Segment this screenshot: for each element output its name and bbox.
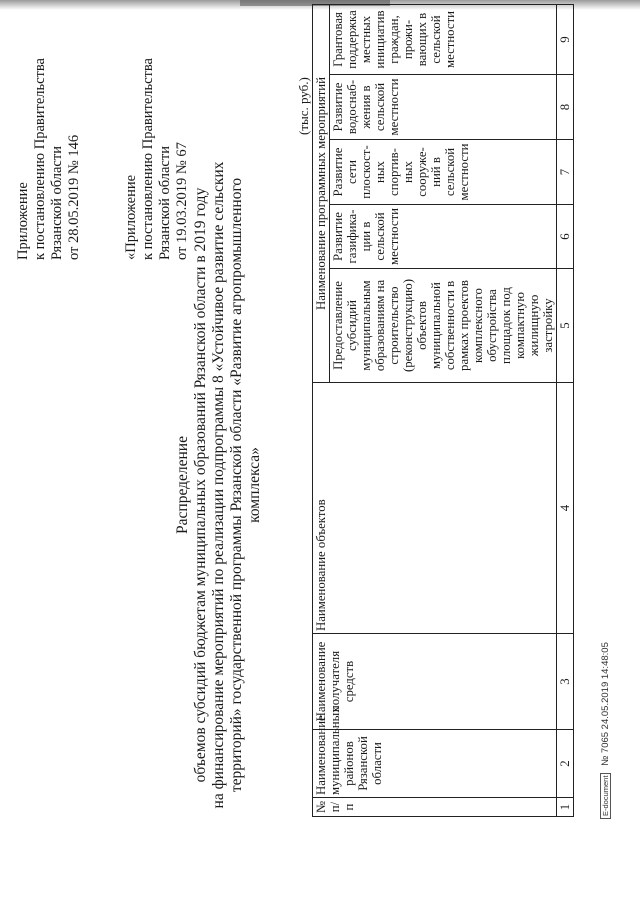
annex-current-line: от 28.05.2019 № 146 [66, 134, 82, 260]
header-measure-housing: Предоставление субсидий муниципальным образованиям на строительство (реконструкцию) объектов муниципальной собственности в рамках проектов комплексного обустройства площадок под компактную жилищную застройку [330, 269, 557, 383]
unit-note: (тыс. руб.) [296, 77, 311, 135]
column-number: 4 [557, 383, 574, 634]
annex-current-line: Рязанской области [49, 146, 65, 260]
column-number: 9 [557, 4, 574, 74]
header-measure-water: Развитие водоснаб-жения в сельской местности [330, 75, 557, 140]
annex-previous-line: от 19.03.2019 № 67 [174, 142, 190, 260]
title-heading: Распределение [174, 436, 191, 534]
column-number: 2 [557, 730, 574, 798]
title-line: территорий» государственной программы Рязанской области «Развитие агропромышленного комплекса» [228, 177, 263, 793]
header-number: № п/п [313, 798, 557, 817]
annex-previous-line: к постановлению Правительства [140, 58, 156, 260]
column-number: 6 [557, 205, 574, 269]
document-title [174, 145, 264, 825]
annex-current-line: Приложение [15, 182, 31, 260]
column-number: 7 [557, 140, 574, 205]
stamp-box: E-document [600, 773, 611, 819]
header-measure-grants: Грантовая поддержка местных инициатив граждан, прожи-вающих в сельской местности [330, 4, 557, 74]
annex-current-line: к постановлению Правительства [32, 58, 48, 260]
column-number: 1 [557, 798, 574, 817]
stamp-code: № 7065 24.05.2019 14:48:05 [600, 642, 611, 766]
header-recipient: Наименование получателя средств [313, 634, 557, 730]
column-number: 3 [557, 634, 574, 730]
annex-previous-line: «Приложение [123, 174, 139, 260]
column-number: 5 [557, 269, 574, 383]
annex-previous-line: Рязанской области [157, 146, 173, 260]
table-column-numbers-row [557, 4, 574, 816]
header-measures-group: Наименование программных мероприятий [313, 4, 330, 382]
header-district: Наименование муниципальных районов Рязанской области [313, 730, 557, 798]
title-line: объемов субсидий бюджетам муниципальных образований Рязанской области в 2019 году [192, 187, 209, 783]
registration-stamp [600, 642, 611, 819]
header-objects: Наименование объектов [313, 383, 557, 634]
header-measure-gas: Развитие газифика-ции в сельской местности [330, 205, 557, 269]
subsidy-table [312, 4, 574, 817]
header-measure-sports: Развитие сети плоскост-ных спортив-ных сооруже-ний в сельской местности [330, 140, 557, 205]
column-number: 8 [557, 75, 574, 140]
title-line: на финансирование мероприятий по реализации подпрограммы 8 «Устойчивое развитие сельских [210, 161, 227, 809]
table-header-row [313, 4, 330, 816]
annex-current [15, 20, 83, 260]
